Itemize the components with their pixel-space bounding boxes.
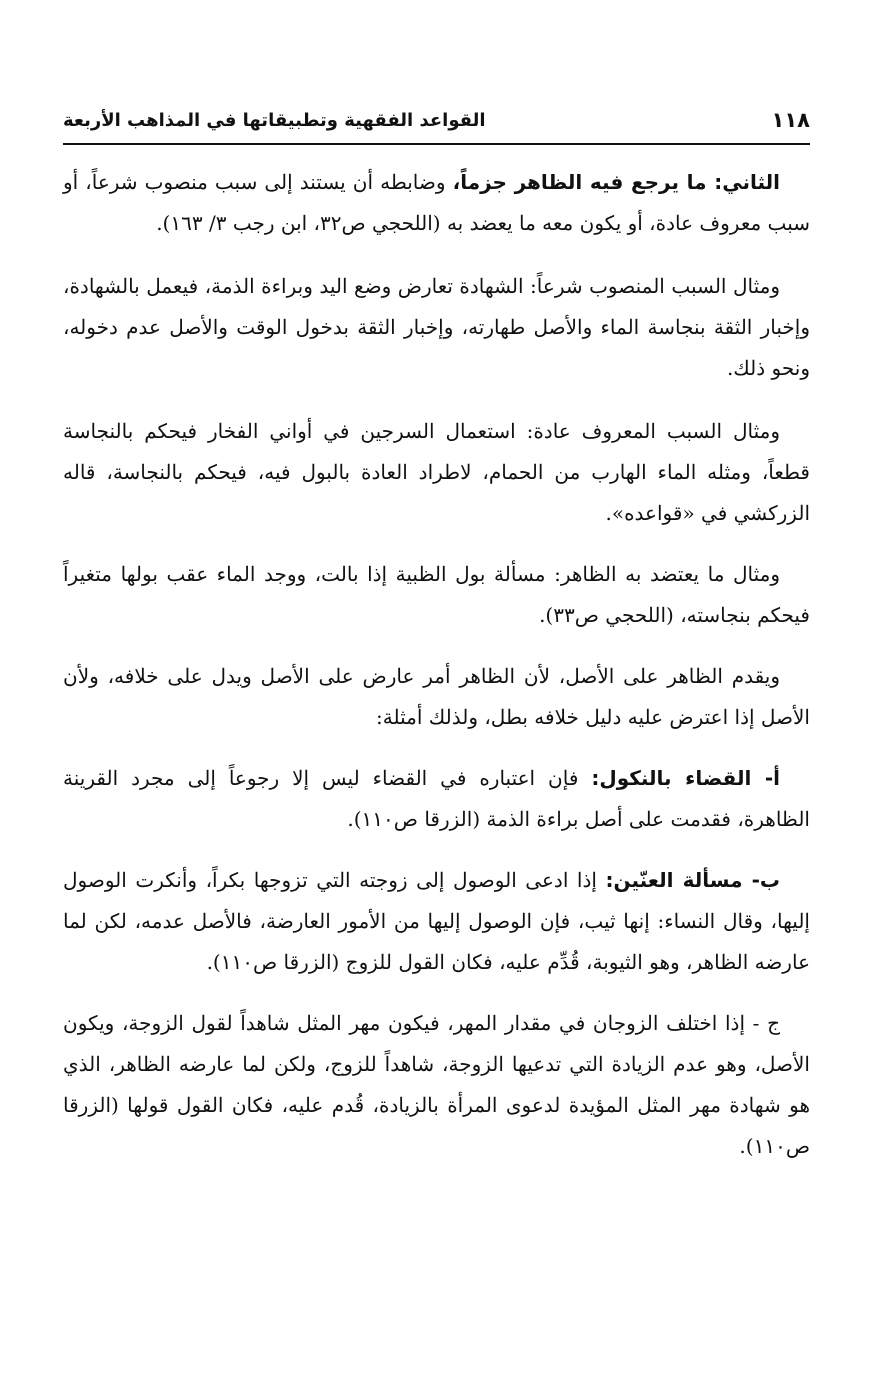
paragraph [63, 656, 810, 738]
paragraph [63, 162, 810, 244]
header-rule [63, 143, 810, 145]
paragraph-lead: أ- القضاء بالنكول: [591, 766, 781, 790]
page-body [63, 162, 810, 1189]
page-number: ١١٨ [771, 108, 810, 132]
paragraph [63, 758, 810, 840]
paragraph [63, 266, 810, 389]
paragraph-text: ومثال السبب المنصوب شرعاً: الشهادة تعارض وضع اليد وبراءة الذمة، فيعمل بالشهادة، وإخبار الثقة بنجاسة الماء والأصل طهارته، وإخبار الثقة بدخول الوقت والأصل عدم دخوله، ونحو ذلك. [63, 274, 810, 380]
running-title: القواعد الفقهية وتطبيقاتها في المذاهب الأربعة [63, 110, 486, 131]
paragraph-lead: ب- مسألة العنّين: [605, 868, 781, 892]
page-header [63, 108, 810, 140]
paragraph [63, 411, 810, 534]
paragraph-text: فإن اعتباره في القضاء ليس إلا رجوعاً إلى مجرد القرينة الظاهرة، فقدمت على أصل براءة الذمة (الزرقا ص١١٠). [63, 766, 810, 831]
paragraph-text: ومثال ما يعتضد به الظاهر: مسألة بول الظبية إذا بالت، ووجد الماء عقب بولها متغيراً فيحكم بنجاسته، (اللحجي ص٣٣). [63, 562, 810, 627]
paragraph-text: ومثال السبب المعروف عادة: استعمال السرجين في أواني الفخار فيحكم بالنجاسة قطعاً، ومثله الماء الهارب من الحمام، لاطراد العادة بالبول فيه، فيحكم بالنجاسة، قاله الزركشي في «قواعده». [63, 419, 810, 525]
paragraph-text: إذا ادعى الوصول إلى زوجته التي تزوجها بكراً، وأنكرت الوصول إليها، وقال النساء: إنها ثيب، فإن الوصول إليها من الأمور العارضة، فالأصل عدمه، لكن لما عارضه الظاهر، وهو الثيوبة، قُدِّم عليه، فكان القول للزوج (الزرقا ص١١٠). [63, 868, 810, 974]
paragraph-lead: الثاني: ما يرجع فيه الظاهر جزماً، [452, 170, 780, 194]
paragraph-text: ج - إذا اختلف الزوجان في مقدار المهر، فيكون مهر المثل شاهداً لقول الزوجة، ويكون الأصل، وهو عدم الزيادة التي تدعيها الزوجة، شاهداً للزوج، ولكن لما عارضه الظاهر، الذي هو شهادة مهر المثل المؤيدة لدعوى المرأة بالزيادة، قُدم عليه، فكان القول قولها (الزرقا ص١١٠). [63, 1011, 810, 1158]
paragraph [63, 554, 810, 636]
paragraph [63, 1003, 810, 1167]
paragraph [63, 860, 810, 983]
paragraph-text: وضابطه أن يستند إلى سبب منصوب شرعاً، أو سبب معروف عادة، أو يكون معه ما يعضد به (اللحجي ص٣٢، ابن رجب ٣/ ١٦٣). [63, 170, 810, 235]
paragraph-text: ويقدم الظاهر على الأصل، لأن الظاهر أمر عارض على الأصل ويدل على خلافه، ولأن الأصل إذا اعترض عليه دليل خلافه بطل، ولذلك أمثلة: [63, 664, 810, 729]
